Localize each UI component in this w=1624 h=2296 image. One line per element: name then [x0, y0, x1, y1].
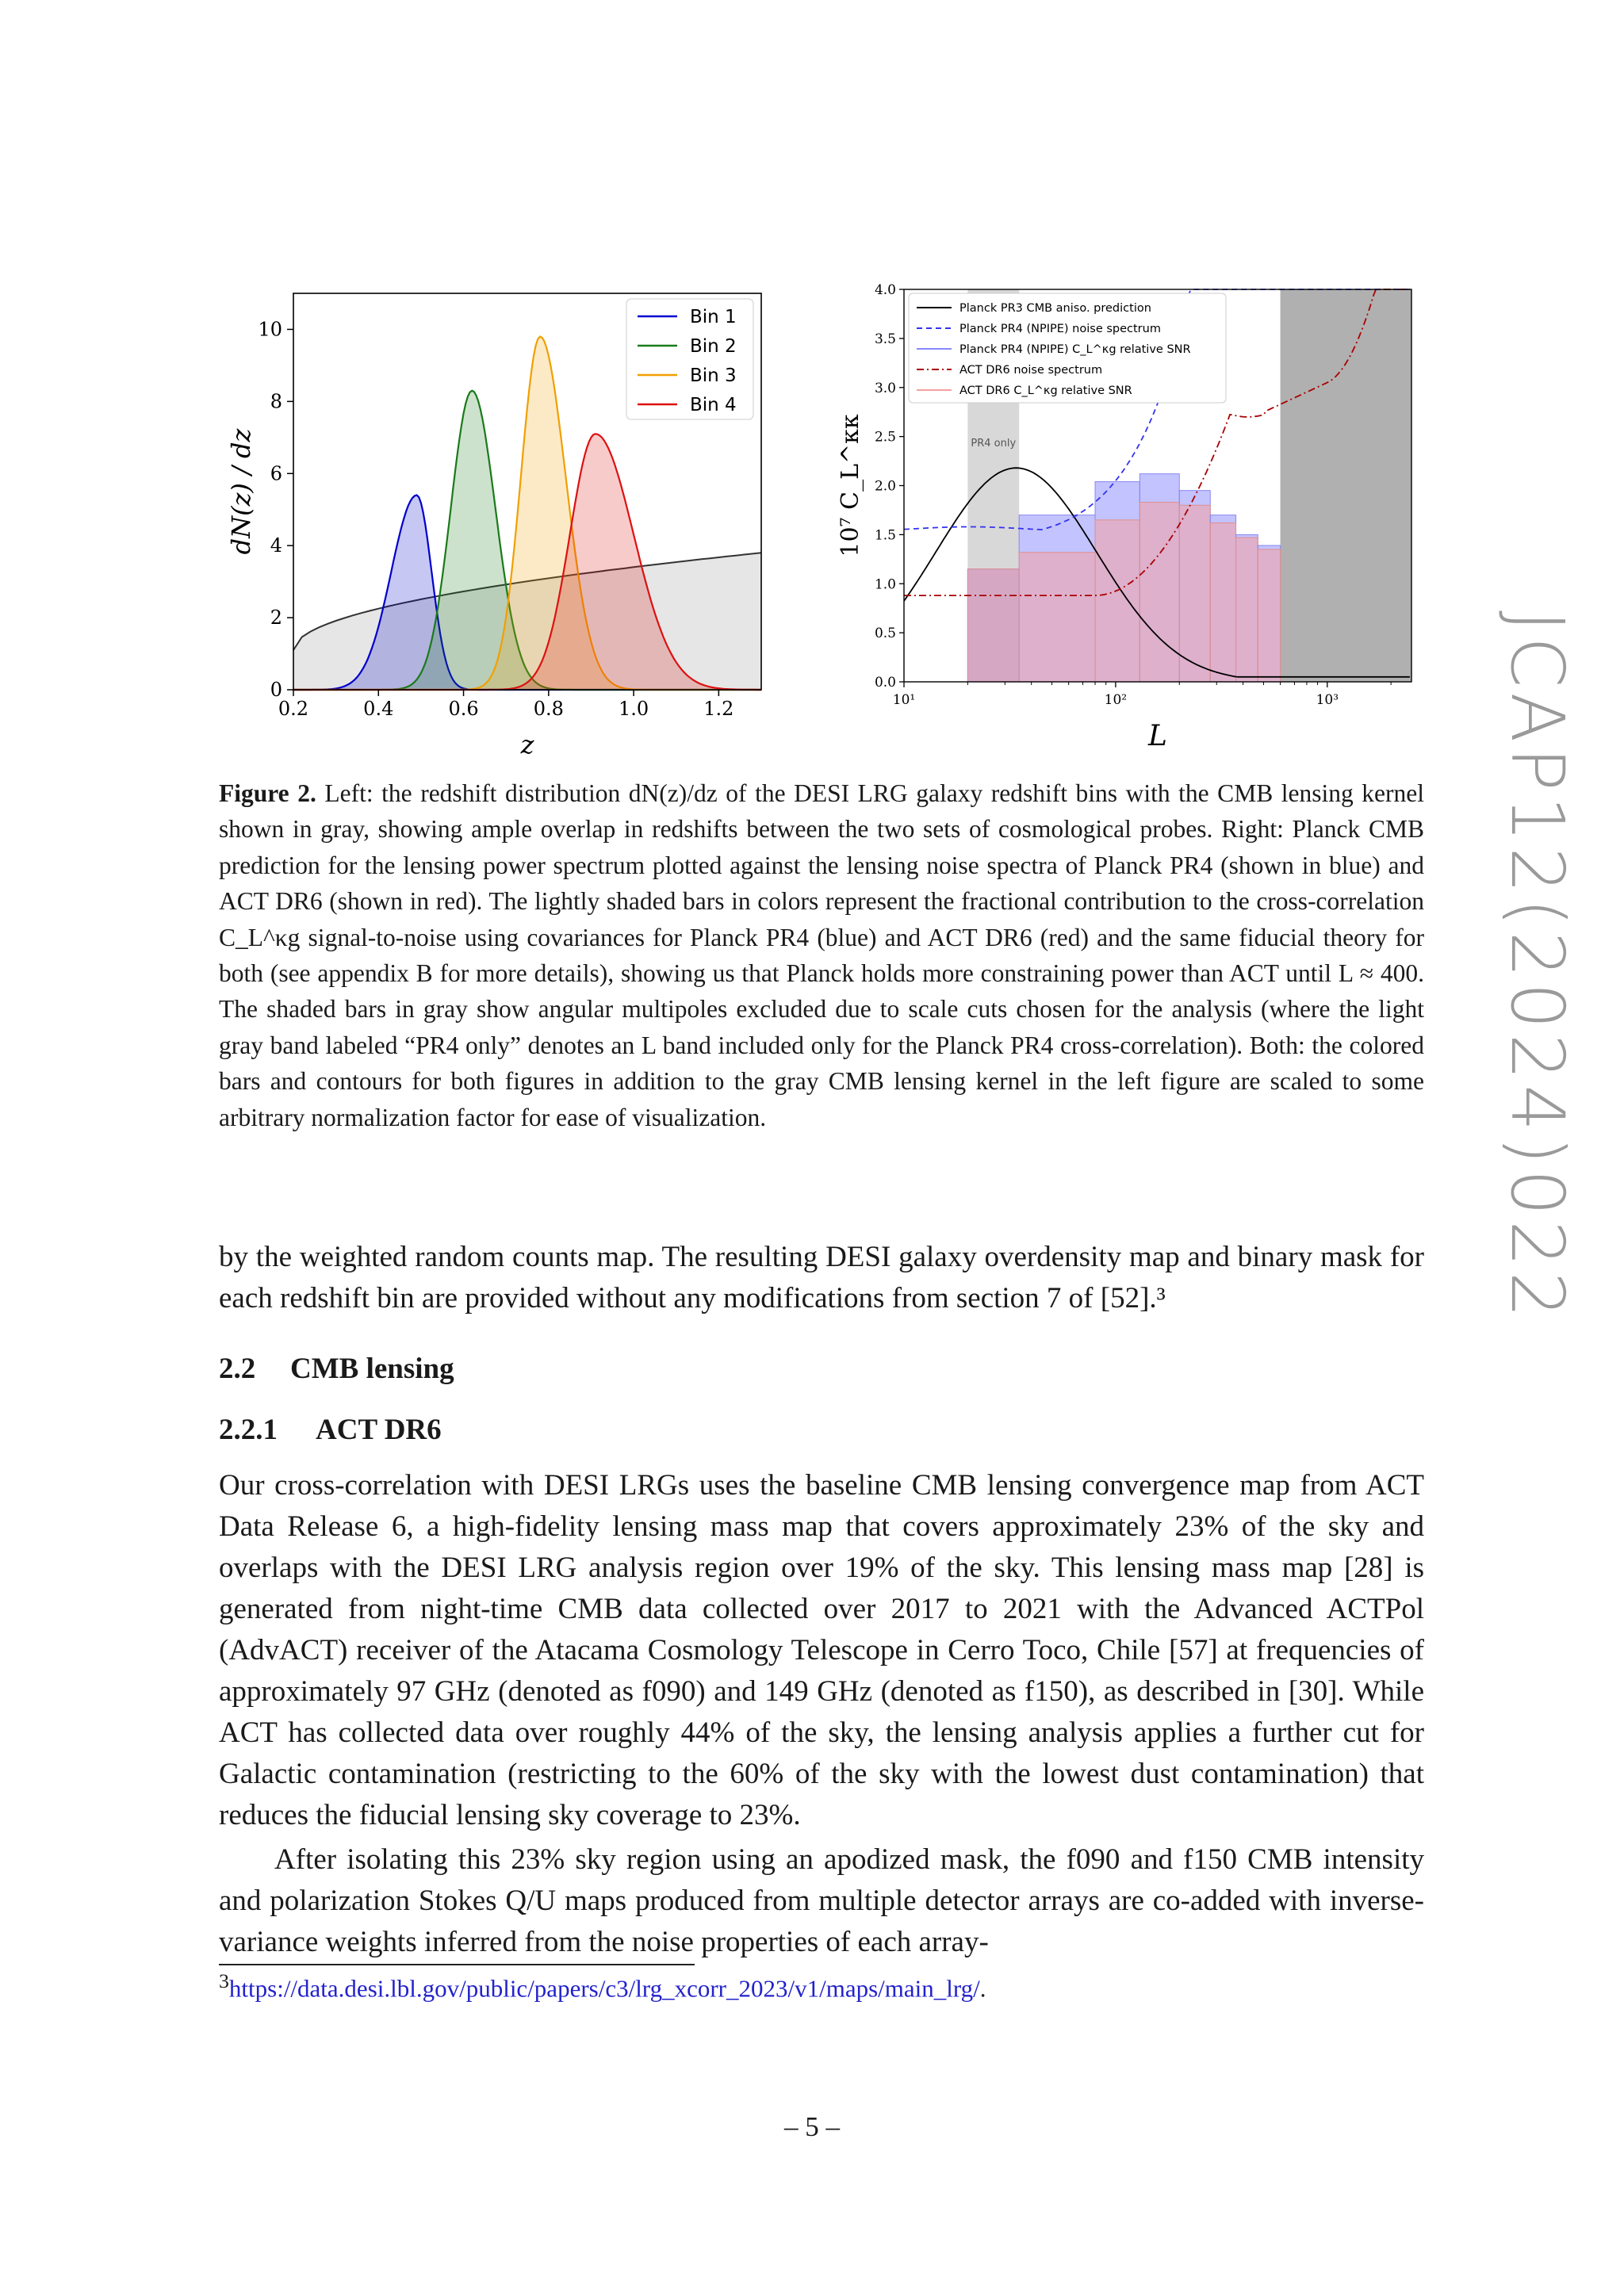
- footnote: $^3$https://data.desi.lbl.gov/public/papers/c3/lrg_xcorr_2023/v1/maps/main_lrg/.: [219, 1969, 986, 2003]
- legend-label: Planck PR3 CMB aniso. prediction: [959, 302, 1151, 315]
- legend-label: Bin 2: [690, 336, 737, 357]
- y-tick-label: 8: [270, 390, 282, 413]
- paragraph-2: Our cross-correlation with DESI LRGs uses the baseline CMB lensing convergence map from ACT Data Release 6, a high-fidelity lensing mass map that covers approximately 23% of the sky and overlaps with the DESI LRG analysis region over 19% of the sky. This lensing mass map [28] is generated from night-time CMB data collected over 2017 to 2021 with the Advanced ACTPol (AdvACT) receiver of the Atacama Cosmology Telescope in Cerro Toco, Chile [57] at frequencies of approximately 97 GHz (denoted as f090) and 149 GHz (denoted as f150), as described in [30]. While ACT has collected data over roughly 44% of the sky, the lensing analysis applies a further cut for Galactic contamination (restricting to the 60% of the sky with the lowest dust contamination) that reduces the fiducial lensing sky coverage to 23%.: [219, 1469, 1424, 1831]
- act-snr-bar: [1236, 538, 1258, 682]
- y-tick-label: 4.0: [874, 282, 896, 298]
- y-tick-label: 1.5: [874, 527, 896, 544]
- act-snr-bar: [1019, 553, 1095, 682]
- y-tick-label: 3.0: [874, 380, 896, 396]
- figure-caption: [219, 775, 1424, 1135]
- subsection-heading: 2.2.1 ACT DR6: [219, 1414, 442, 1446]
- y-tick-label: 3.5: [874, 331, 896, 347]
- right-chart: [825, 277, 1427, 761]
- excluded-band-high: [1281, 289, 1411, 682]
- y-tick-label: 10: [258, 318, 282, 341]
- legend-label: Bin 3: [690, 365, 737, 386]
- right-legend: [909, 293, 1226, 403]
- paragraph-1: by the weighted random counts map. The resulting DESI galaxy overdensity map and binary mask for each redshift bin are provided without any modifications from section 7 of [52].³: [219, 1241, 1424, 1314]
- act-snr-bar: [1210, 523, 1235, 682]
- y-tick-label: 6: [270, 462, 282, 485]
- y-tick-label: 2: [270, 607, 282, 629]
- x-tick-label: 0.4: [363, 698, 394, 720]
- act-snr-bar: [1258, 549, 1280, 682]
- x-tick-label: 0.8: [533, 698, 564, 720]
- y-tick-label: 0: [270, 679, 282, 701]
- act-snr-bar: [1139, 503, 1179, 682]
- footnote-link[interactable]: https://data.desi.lbl.gov/public/papers/c3/lrg_xcorr_2023/v1/maps/main_lrg/: [228, 1974, 980, 2003]
- x-tick-label: 1.0: [619, 698, 649, 720]
- legend-label: Bin 4: [690, 395, 737, 415]
- y-tick-label: 2.0: [874, 478, 896, 495]
- y-tick-label: 4: [270, 534, 282, 557]
- journal-margin-stamp: JCAP12(2024)022: [1495, 610, 1580, 1323]
- x-axis-label: z: [520, 729, 534, 757]
- page-number: – 5 –: [784, 2111, 840, 2142]
- x-tick-label: 10³: [1316, 692, 1339, 708]
- act-snr-bar: [967, 569, 1019, 682]
- caption-text: Left: the redshift distribution dN(z)/dz of the DESI LRG galaxy redshift bins with the CMB lensing kernel shown in gray, showing ample overlap in redshifts between the two sets of cosmological probes. Right: Planck CMB prediction for the lensing power spectrum plotted against the lensing noise spectra of Planck PR4 (shown in blue) and ACT DR6 (shown in red). The lightly shaded bars in colors represent the fractional contribution to the cross-correlation C_L^κg signal-to-noise using covariances for Planck PR4 (blue) and ACT DR6 (red) and the same fiducial theory for both (see appendix B for more details), showing us that Planck holds more constraining power than ACT until L ≈ 400. The shaded bars in gray show angular multipoles excluded due to scale cuts chosen for the analysis (where the light gray band labeled “PR4 only” denotes an L band included only for the Planck PR4 cross-correlation). Both: the colored bars and contours for both figures in addition to the gray CMB lensing kernel in the left figure are scaled to some arbitrary normalization factor for ease of visualization.: [219, 779, 1425, 1131]
- paragraph-3: After isolating this 23% sky region using an apodized mask, the f090 and f150 CMB intensity and polarization Stokes Q/U maps produced from multiple detector arrays are co-added with inverse-variance weights inferred from the noise properties of each array-: [219, 1843, 1424, 1958]
- y-axis-label: dN(z) / dz: [226, 428, 256, 555]
- legend-label: ACT DR6 noise spectrum: [959, 364, 1103, 377]
- legend-label: Planck PR4 (NPIPE) C_L^κg relative SNR: [959, 343, 1191, 356]
- act-snr-bar: [1179, 505, 1210, 682]
- legend-label: Bin 1: [690, 307, 737, 327]
- left-legend: [626, 299, 753, 419]
- legend-label: ACT DR6 C_L^κg relative SNR: [959, 385, 1132, 397]
- x-tick-label: 1.2: [703, 698, 734, 720]
- y-tick-label: 0.0: [874, 675, 896, 691]
- section-heading: 2.2 CMB lensing: [219, 1353, 454, 1385]
- figure-label: Figure 2.: [219, 779, 316, 807]
- legend-label: Planck PR4 (NPIPE) noise spectrum: [959, 323, 1161, 335]
- y-tick-label: 1.0: [874, 576, 896, 593]
- x-axis-label: L: [1148, 720, 1167, 752]
- x-tick-label: 10²: [1104, 692, 1128, 708]
- y-tick-label: 0.5: [874, 626, 896, 642]
- pr4-only-label: PR4 only: [971, 438, 1017, 450]
- x-tick-label: 0.6: [448, 698, 479, 720]
- x-tick-label: 10¹: [892, 692, 916, 708]
- left-chart: [214, 281, 769, 757]
- act-snr-bar: [1095, 520, 1139, 682]
- y-tick-label: 2.5: [874, 429, 896, 446]
- y-axis-label: 10⁷ C_L^κκ: [837, 414, 864, 557]
- footnote-rule: [219, 1964, 695, 1965]
- x-tick-label: 0.2: [278, 698, 309, 720]
